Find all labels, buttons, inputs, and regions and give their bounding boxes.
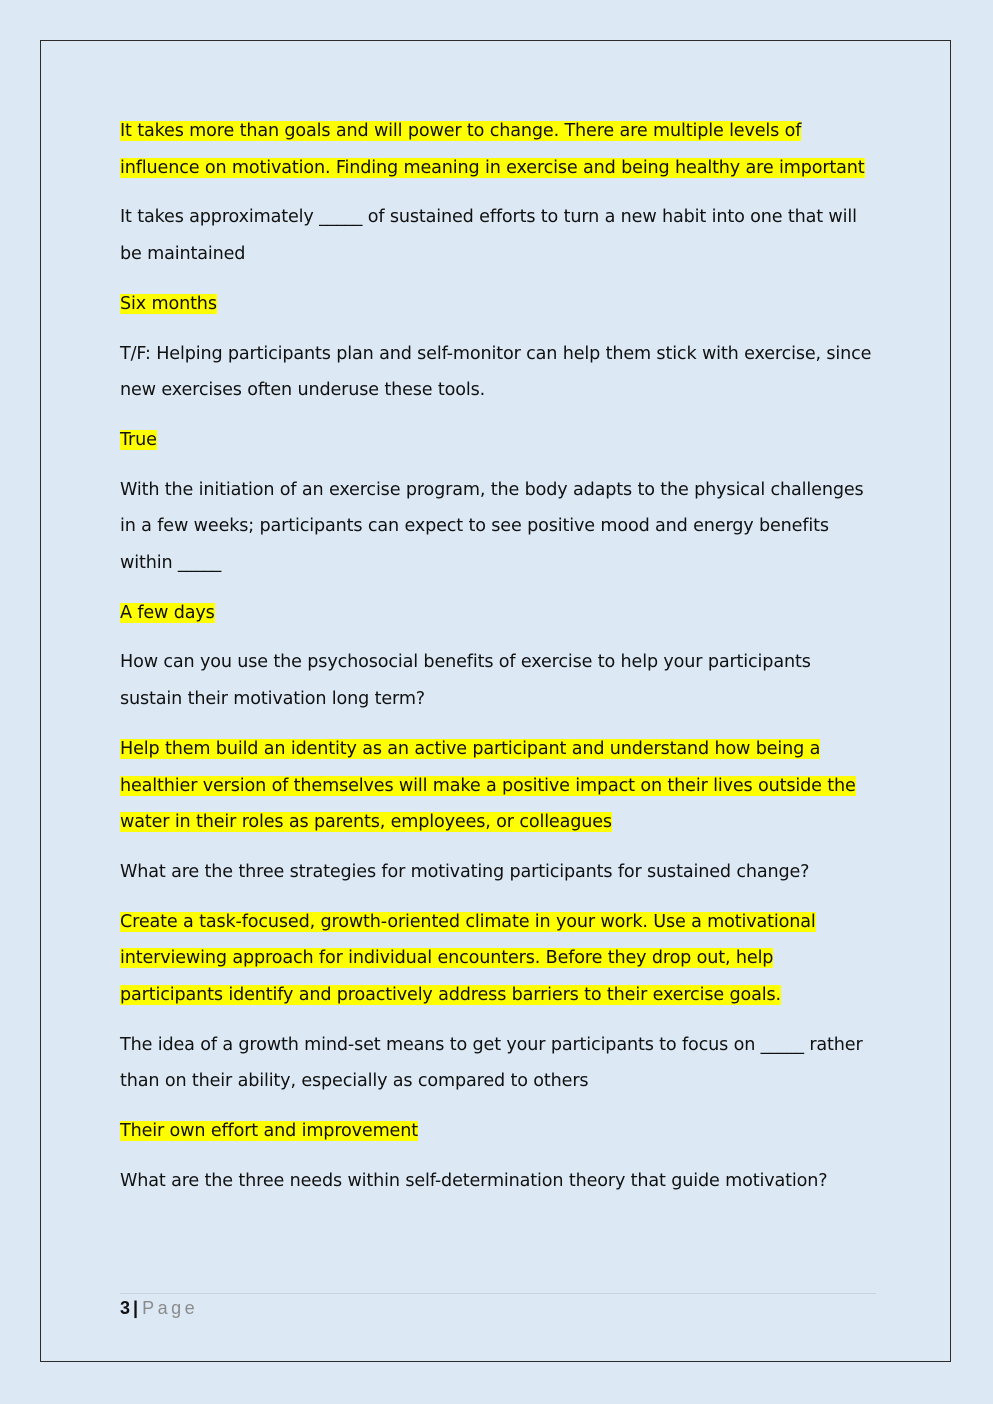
highlighted-answer: Create a task-focused, growth-oriented climate in your work. Use a motivational interviewing approach for individual encounters. Before they drop out, help participants identify and proactively address barriers to their exercise goals. [120,911,816,1006]
highlighted-answer: Six months [120,293,217,314]
highlighted-answer: A few days [120,602,215,623]
answer-paragraph [120,1113,876,1150]
highlighted-answer: It takes more than goals and will power to change. There are multiple levels of influence on motivation. Finding meaning in exercise and being healthy are important [120,121,865,178]
question-paragraph: With the initiation of an exercise program, the body adapts to the physical challenges in a few weeks; participants can expect to see positive mood and energy benefits within _____ [120,479,864,574]
footer-separator: | [133,1298,139,1318]
footer-divider [120,1293,876,1294]
document-body [120,113,876,1213]
question-paragraph: The idea of a growth mind-set means to get your participants to focus on _____ rather than on their ability, especially as compared to others [120,1034,863,1092]
answer-paragraph [120,904,876,1014]
question-paragraph: T/F: Helping participants plan and self-monitor can help them stick with exercise, since new exercises often underuse these tools. [120,343,872,401]
highlighted-answer: True [120,429,157,450]
question-paragraph: What are the three strategies for motivating participants for sustained change? [120,861,810,882]
answer-paragraph [120,422,876,459]
highlighted-answer: Help them build an identity as an active participant and understand how being a healthier version of themselves will make a positive impact on their lives outside the water in their roles as parents, employees, or colleagues [120,738,856,833]
highlighted-answer: Their own effort and improvement [120,1121,418,1142]
answer-paragraph [120,595,876,632]
page-footer [120,1296,198,1320]
answer-paragraph [120,113,876,186]
page-number: 3 [120,1298,131,1318]
question-paragraph: It takes approximately _____ of sustained efforts to turn a new habit into one that will be maintained [120,207,857,265]
answer-paragraph [120,731,876,841]
question-paragraph: What are the three needs within self-determination theory that guide motivation? [120,1170,828,1191]
question-paragraph: How can you use the psychosocial benefits of exercise to help your participants sustain their motivation long term? [120,652,811,710]
page-label: Page [142,1298,199,1318]
answer-paragraph [120,286,876,323]
